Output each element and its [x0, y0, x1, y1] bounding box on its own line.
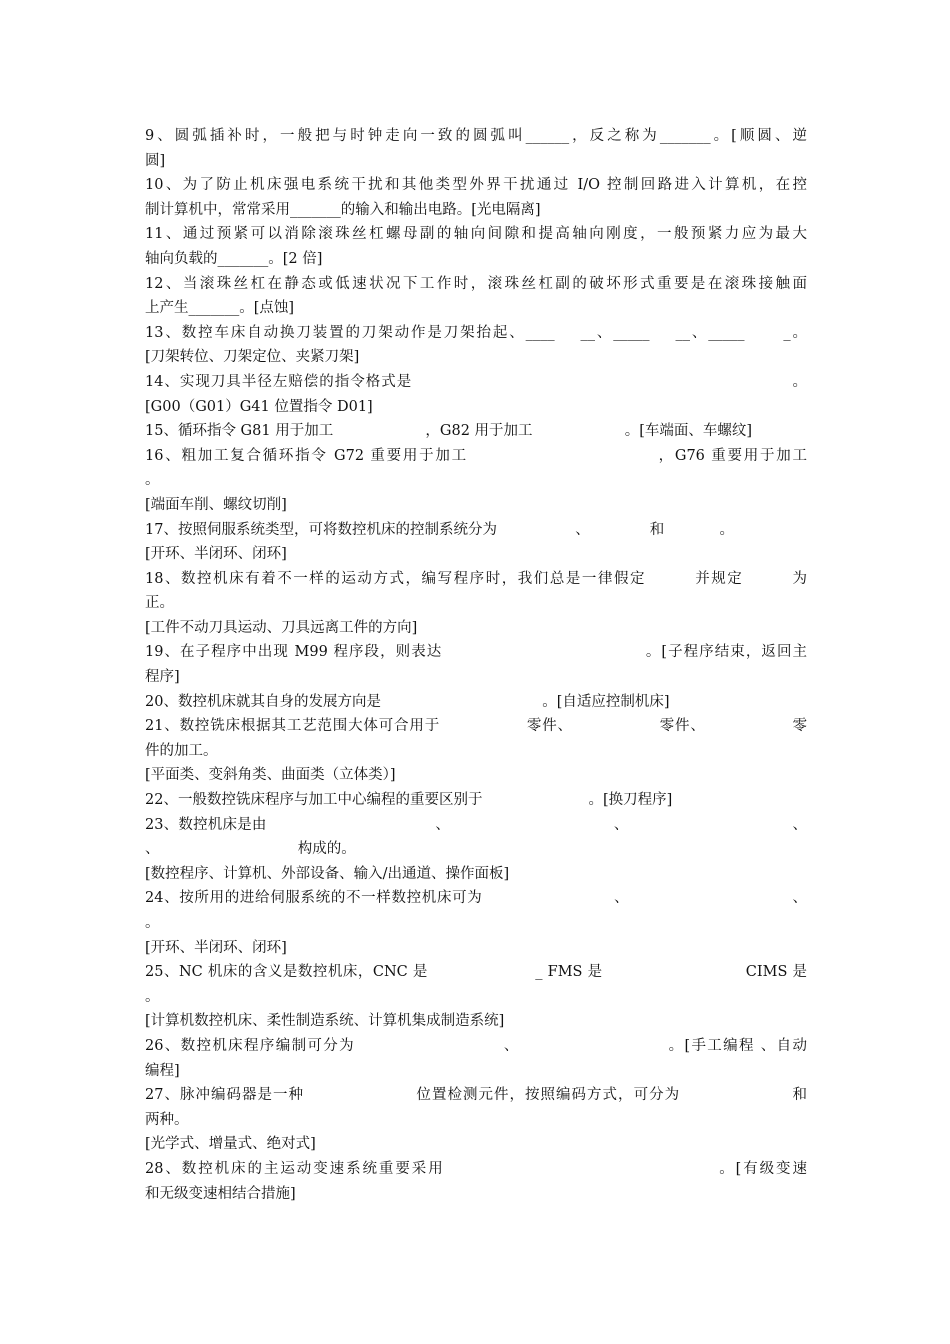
text-line: 制计算机中，常常采用_______的输入和输出电路。[光电隔离]	[145, 201, 541, 218]
text-line: [端面车削、螺纹切削]	[145, 496, 287, 513]
text-line: 24、按所用的进给伺服系统的不一样数控机床可为 、 、	[145, 890, 807, 907]
text-line: 26、数控机床程序编制可分为 、 。[手工编程 、自动	[145, 1037, 807, 1054]
text-line: 18、数控机床有着不一样的运动方式，编写程序时，我们总是一律假定 并规定 为	[145, 570, 807, 587]
text-line: [开环、半闭环、闭环]	[145, 939, 287, 956]
text-line: 。	[145, 915, 160, 931]
text-line: 10、为了防止机床强电系统干扰和其他类型外界干扰通过 I/O 控制回路进入计算机，在控	[145, 177, 807, 194]
text-line: 19、在子程序中出现 M99 程序段，则表达 。[子程序结束，返回主	[145, 644, 807, 661]
text-line: 正。	[145, 595, 174, 612]
text-line: 22、一般数控铣床程序与加工中心编程的重要区别于 。[换刀程序]	[145, 792, 673, 809]
text-line: [平面类、变斜角类、曲面类（立体类）]	[145, 767, 396, 784]
text-line: 和无级变速相结合措施]	[145, 1185, 296, 1202]
text-line: 17、按照伺服系统类型，可将数控机床的控制系统分为 、 和 。	[145, 521, 735, 538]
text-line: 。	[145, 988, 160, 1005]
text-line: 圆]	[145, 152, 166, 169]
text-line: 27、脉冲编码器是一种 位置检测元件，按照编码方式，可分为 和	[145, 1087, 807, 1104]
text-line: 。	[145, 472, 160, 489]
text-line: 14、实现刀具半径左赔偿的指令格式是 。	[145, 373, 807, 390]
text-line: 25、NC 机床的含义是数控机床，CNC 是 _ FMS 是 CIMS 是	[145, 964, 807, 981]
text-line: 23、数控机床是由 、 、 、	[145, 816, 807, 833]
text-line: 20、数控机床就其自身的发展方向是 。[自适应控制机床]	[145, 693, 670, 710]
text-line: [开环、半闭环、闭环]	[145, 546, 287, 563]
text-line: 上产生_______。[点蚀]	[145, 300, 295, 317]
text-line: 28、数控机床的主运动变速系统重要采用 。[有级变速	[145, 1160, 807, 1177]
text-line: 15、循环指令 G81 用于加工 ，G82 用于加工 。[车端面、车螺纹]	[145, 423, 753, 440]
text-line: 21、数控铣床根据其工艺范围大体可合用于 零件、 零件、 零	[145, 718, 807, 735]
text-line: 11、通过预紧可以消除滚珠丝杠螺母副的轴向间隙和提高轴向刚度，一般预紧力应为最大	[145, 226, 807, 243]
text-line: [数控程序、计算机、外部设备、输入/出通道、操作面板]	[145, 865, 510, 882]
text-line: [计算机数控机床、柔性制造系统、计算机集成制造系统]	[145, 1013, 505, 1030]
text-line: 16、粗加工复合循环指令 G72 重要用于加工 ，G76 重要用于加工	[145, 447, 807, 464]
text-line: [刀架转位、刀架定位、夹紧刀架]	[145, 349, 360, 366]
text-line: 程序]	[145, 669, 180, 686]
document-body	[145, 124, 807, 1206]
text-line: [G00（G01）G41 位置指令 D01]	[145, 398, 373, 415]
text-line: 12、当滚珠丝杠在静态或低速状况下工作时，滚珠丝杠副的破坏形式重要是在滚珠接触面	[145, 275, 807, 292]
text-line: 件的加工。	[145, 742, 218, 759]
text-line: 13、数控车床自动换刀装置的刀架动作是刀架抬起、____ __、_____ __、_____ _。	[145, 324, 807, 341]
text-line: 两种。	[145, 1111, 189, 1128]
text-line: [光学式、增量式、绝对式]	[145, 1136, 316, 1153]
text-line: 、 构成的。	[145, 841, 356, 858]
text-line: 轴向负载的_______。[2 倍]	[145, 250, 323, 267]
text-line: 9、圆弧插补时，一般把与时钟走向一致的圆弧叫______，反之称为_______。[顺圆、逆	[145, 128, 807, 144]
text-line: [工件不动刀具运动、刀具远离工件的方向]	[145, 619, 418, 636]
text-line: 编程]	[145, 1062, 180, 1079]
